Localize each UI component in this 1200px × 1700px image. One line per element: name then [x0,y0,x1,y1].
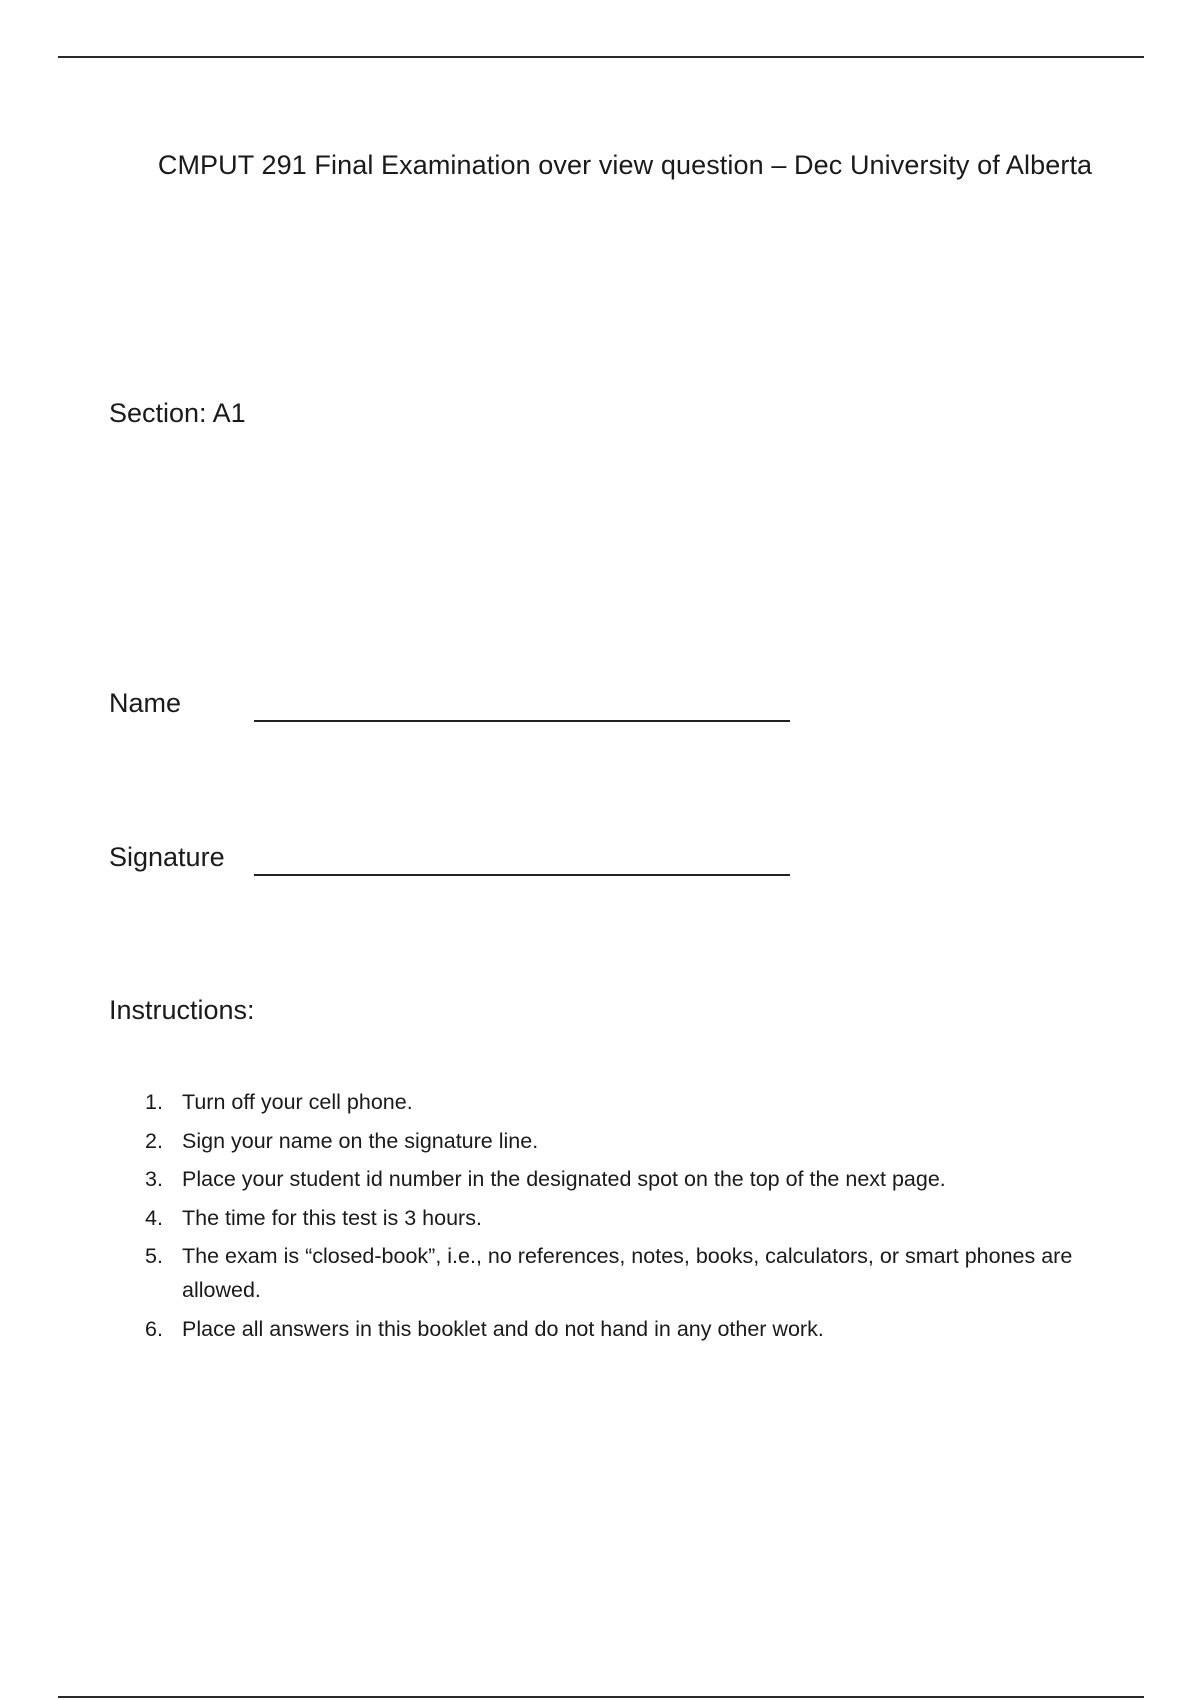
name-label: Name [109,688,182,718]
instruction-item [145,1312,1135,1346]
instruction-number: 1. [145,1090,163,1114]
bottom-rule [58,1696,1144,1698]
name-line [254,720,790,722]
instructions-heading: Instructions: [109,995,255,1025]
instruction-text: Place your student id number in the designated spot on the top of the next page. [182,1167,946,1191]
instruction-item [145,1162,1135,1196]
top-rule [58,56,1144,58]
instructions-list [145,1085,1135,1350]
instruction-text: Turn off your cell phone. [182,1090,413,1114]
instruction-number: 3. [145,1167,163,1191]
instruction-number: 5. [145,1244,163,1268]
instruction-text: The exam is “closed-book”, i.e., no references, notes, books, calculators, or smart phones are allowed. [182,1244,1073,1302]
instruction-text: Place all answers in this booklet and do not hand in any other work. [182,1316,824,1341]
instruction-number: 4. [145,1205,163,1230]
instruction-text: Sign your name on the signature line. [182,1128,539,1153]
instruction-item [145,1201,1135,1235]
instruction-text: The time for this test is 3 hours. [182,1205,482,1230]
page-title: CMPUT 291 Final Examination over view question – Dec University of Alberta [157,150,1093,180]
instruction-number: 6. [145,1316,163,1341]
section-label: Section: A1 [109,398,246,428]
signature-line [254,874,790,876]
signature-label: Signature [109,842,225,872]
instruction-item [145,1239,1135,1307]
instruction-number: 2. [145,1128,163,1153]
instruction-item [145,1085,1135,1119]
name-field [109,688,1109,728]
signature-field [109,842,1109,882]
instruction-item [145,1124,1135,1158]
